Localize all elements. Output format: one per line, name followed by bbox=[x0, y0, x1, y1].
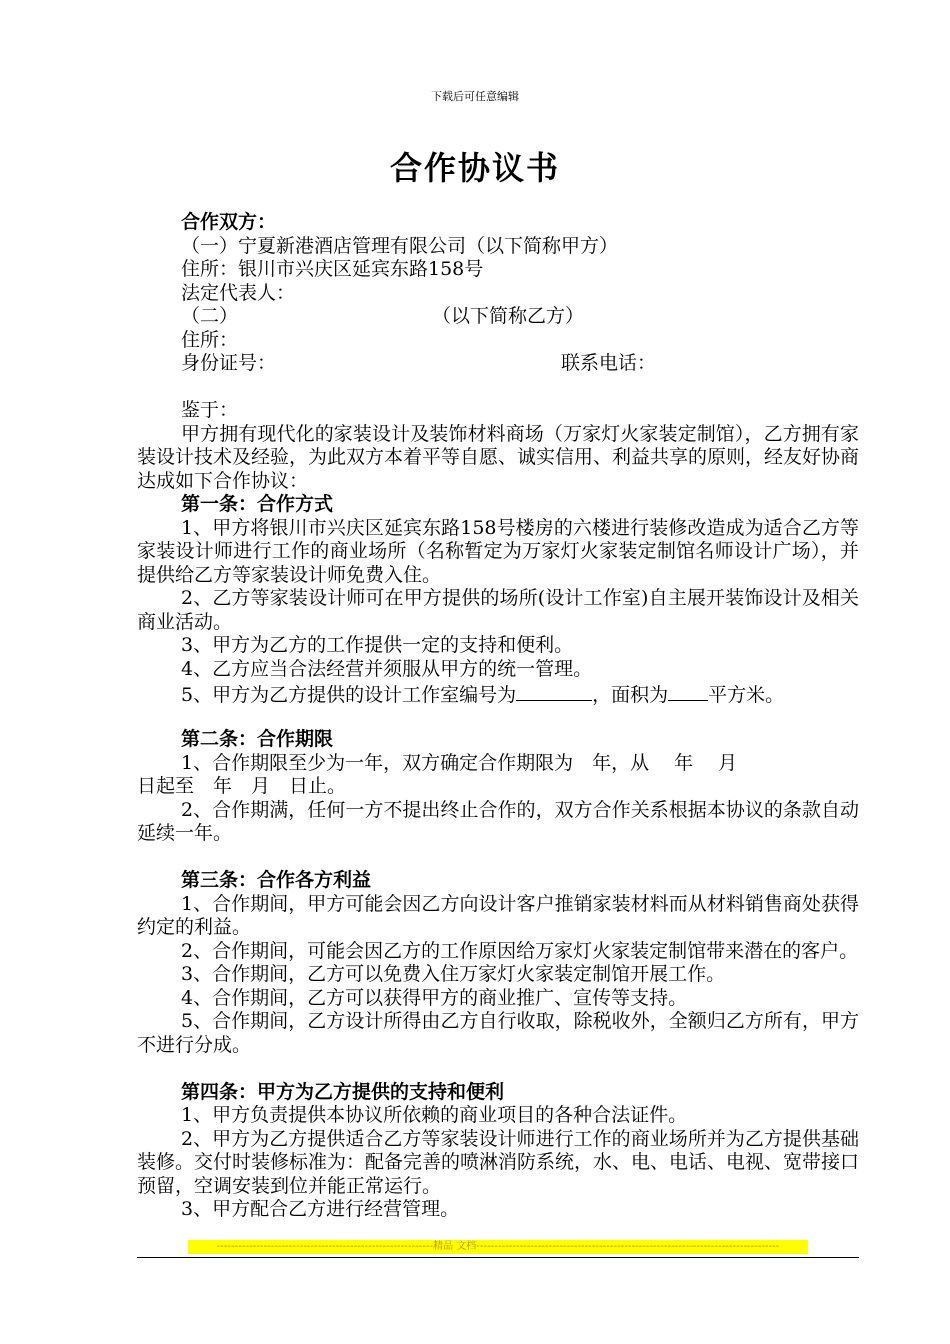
article3-heading: 第三条：合作各方利益 bbox=[181, 869, 372, 891]
header-note: 下载后可任意编辑 bbox=[431, 90, 519, 103]
article1-item-1: 1、甲方将银川市兴庆区延宾东路158号楼房的六楼进行装修改造成为适合乙方等家装设计师进行工作的商业场所（名称暂定为万家灯火家装定制馆名师设计广场），并提供给乙方等家装设计师免费入住。 bbox=[137, 516, 859, 586]
article3-item-2: 2、合作期间，可能会因乙方的工作原因给万家灯火家装定制馆带来潜在的客户。 bbox=[181, 939, 859, 962]
area-blank bbox=[668, 681, 708, 701]
footer-banner bbox=[188, 1240, 808, 1254]
footer-dashes-right: ------------------------------------------------------------------------------------ bbox=[476, 1241, 780, 1252]
parties-heading: 合作双方： bbox=[181, 211, 277, 233]
whereas-heading: 鉴于： bbox=[181, 399, 239, 421]
article2-heading: 第二条：合作期限 bbox=[181, 728, 334, 750]
article2-item-1-line-2: 日起至 年 月 日止。 bbox=[137, 775, 347, 797]
article3-item-5: 5、合作期间，乙方设计所得由乙方自行收取，除税收外，全额归乙方所有，甲方不进行分成。 bbox=[137, 1010, 859, 1056]
phone-label: 联系电话： bbox=[561, 352, 657, 374]
article2-item-2: 2、合作期满，任何一方不提出终止合作的，双方合作关系根据本协议的条款自动延续一年。 bbox=[137, 798, 859, 844]
document-title: 合作协议书 bbox=[389, 149, 560, 187]
party-b-contact-row bbox=[137, 352, 859, 376]
article4-item-1: 1、甲方负责提供本协议所依赖的商业项目的各种合法证件。 bbox=[181, 1104, 688, 1126]
article3-item-3: 3、合作期间，乙方可以免费入住万家灯火家装定制馆开展工作。 bbox=[181, 963, 726, 985]
party-b-suffix: （以下简称乙方） bbox=[432, 305, 585, 327]
article4-item-2: 2、甲方为乙方提供适合乙方等家装设计师进行工作的商业场所并为乙方提供基础装修。交付时装修标准为：配备完善的喷淋消防系统，水、电、电话、电视、宽带接口预留，空调安装到位并能正常运行。 bbox=[137, 1127, 860, 1197]
footer-rule bbox=[137, 1257, 859, 1258]
article4-heading: 第四条：甲方为乙方提供的支持和便利 bbox=[181, 1080, 505, 1103]
legal-representative: 法定代表人： bbox=[181, 281, 296, 304]
party-b-row bbox=[137, 305, 859, 329]
item5-text-c: 平方米。 bbox=[708, 684, 785, 706]
footer-label: 精品 文档 bbox=[433, 1241, 477, 1252]
party-a-address: 住所：银川市兴庆区延宾东路158号 bbox=[181, 258, 484, 280]
party-a: （一）宁夏新港酒店管理有限公司（以下简称甲方） bbox=[181, 234, 619, 257]
article1-heading: 第一条：合作方式 bbox=[181, 493, 334, 515]
article1-item-4: 4、乙方应当合法经营并须服从甲方的统一管理。 bbox=[181, 657, 593, 680]
party-b-prefix: （二） bbox=[181, 305, 239, 327]
article3-item-1: 1、合作期间，甲方可能会因乙方向设计客户推销家装材料而从材料销售商处获得约定的利益。 bbox=[137, 892, 859, 938]
footer-dashes-left: ------------------------------------------------------------ bbox=[216, 1241, 434, 1252]
article1-item-5 bbox=[137, 681, 859, 705]
document-body bbox=[137, 211, 859, 1222]
studio-number-blank bbox=[516, 681, 592, 701]
item5-text-a: 5、甲方为乙方提供的设计工作室编号为 bbox=[181, 684, 517, 706]
article4-item-3: 3、甲方配合乙方进行经营管理。 bbox=[181, 1198, 460, 1220]
item5-text-b: ，面积为 bbox=[592, 684, 669, 706]
article1-item-3: 3、甲方为乙方的工作提供一定的支持和便利。 bbox=[181, 634, 574, 656]
whereas-text: 甲方拥有现代化的家装设计及装饰材料商场（万家灯火家装定制馆），乙方拥有家装设计技术及经验，为此双方本着平等自愿、诚实信用、利益共享的原则，经友好协商达成如下合作协议： bbox=[137, 422, 860, 492]
party-b-address: 住所： bbox=[181, 328, 239, 351]
article2-item-1-line-1: 1、合作期限至少为一年，双方确定合作期限为 年，从 年 月 bbox=[181, 751, 738, 774]
article1-item-2: 2、乙方等家装设计师可在甲方提供的场所(设计工作室)自主展开装饰设计及相关商业活动。 bbox=[137, 587, 859, 633]
article3-item-4: 4、合作期间，乙方可以获得甲方的商业推广、宣传等支持。 bbox=[181, 986, 688, 1009]
id-number-label: 身份证号： bbox=[181, 352, 277, 374]
